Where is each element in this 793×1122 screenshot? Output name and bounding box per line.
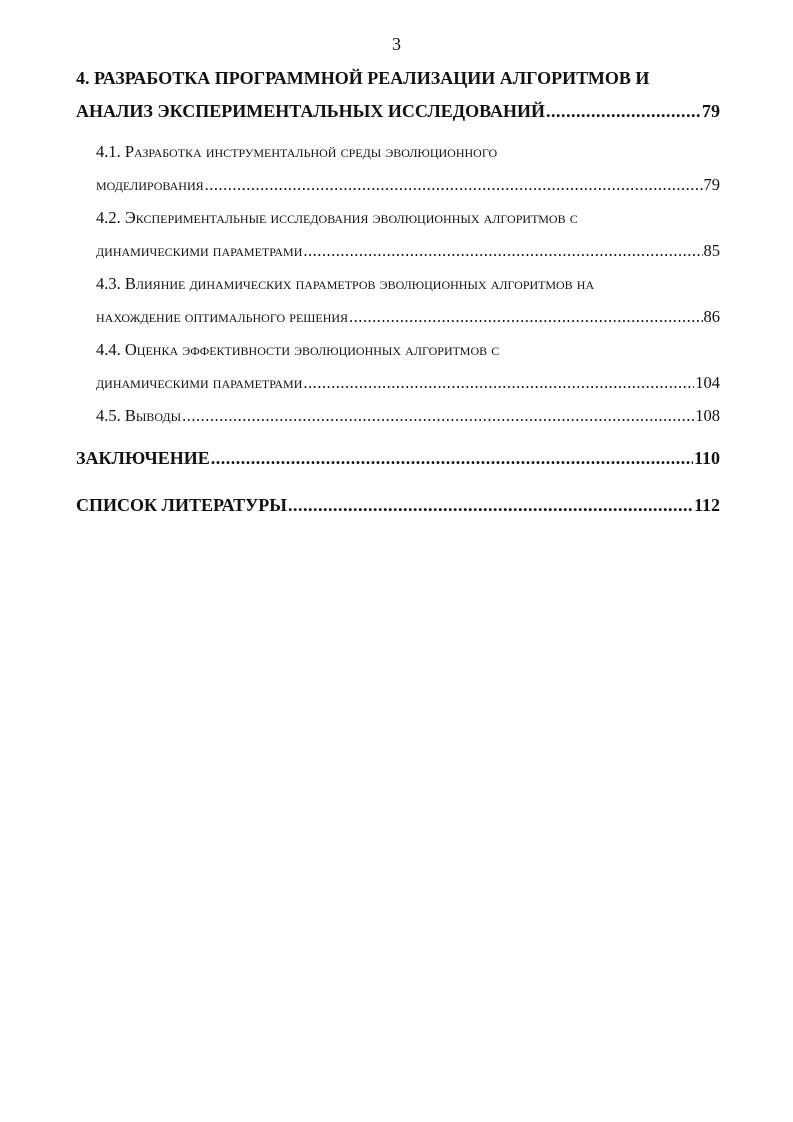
toc-section-4-2-title-cont: динамическими параметрами — [96, 241, 303, 260]
dot-leader — [211, 442, 693, 475]
toc-section-4-1-page: 79 — [703, 175, 720, 194]
page-number: 3 — [392, 34, 401, 54]
toc-section-4-5[interactable] — [76, 399, 720, 432]
toc-section-4-5-title: 4.5. Выводы — [96, 406, 182, 425]
toc-references-line — [76, 489, 720, 522]
toc-chapter-4-line1: 4. РАЗРАБОТКА ПРОГРАММНОЙ РЕАЛИЗАЦИИ АЛГОРИТМОВ И — [76, 68, 650, 88]
dot-leader — [205, 168, 703, 201]
toc-section-4-4-title-cont: динамическими параметрами — [96, 373, 303, 392]
table-of-contents — [76, 62, 720, 522]
toc-section-4-2[interactable] — [76, 201, 720, 267]
dot-leader — [303, 366, 694, 399]
toc-section-4-1-line2 — [96, 168, 720, 201]
toc-chapter-4-line2 — [76, 95, 720, 128]
toc-section-4-2-page: 85 — [703, 241, 720, 260]
toc-section-4-5-line1 — [96, 399, 720, 432]
toc-section-4-1[interactable] — [76, 135, 720, 201]
toc-section-4-2-line2 — [96, 234, 720, 267]
toc-section-4-1-title-cont: моделирования — [96, 175, 204, 194]
toc-section-4-3-line1: 4.3. Влияние динамических параметров эволюционных алгоритмов на — [96, 274, 595, 293]
toc-section-4-4-page: 104 — [695, 373, 720, 392]
toc-chapter-4-page: 79 — [702, 101, 720, 121]
toc-conclusion[interactable] — [76, 442, 720, 475]
dot-leader — [349, 300, 702, 333]
toc-section-4-3-page: 86 — [703, 307, 720, 326]
toc-section-4-3[interactable] — [76, 267, 720, 333]
toc-chapter-4[interactable] — [76, 62, 720, 128]
toc-references-page: 112 — [693, 495, 720, 515]
toc-section-4-3-line2 — [96, 300, 720, 333]
toc-references[interactable] — [76, 489, 720, 522]
dot-leader — [288, 489, 693, 522]
toc-section-4-3-title-cont: нахождение оптимального решения — [96, 307, 349, 326]
toc-section-4-2-line1: 4.2. Экспериментальные исследования эволюционных алгоритмов с — [96, 208, 578, 227]
toc-conclusion-line — [76, 442, 720, 475]
toc-section-4-5-page: 108 — [695, 406, 720, 425]
toc-section-4-4[interactable] — [76, 333, 720, 399]
toc-section-4-1-line1: 4.1. Разработка инструментальной среды эволюционного — [96, 142, 498, 161]
toc-conclusion-page: 110 — [693, 448, 720, 468]
dot-leader — [303, 234, 702, 267]
toc-chapter-4-title-cont: АНАЛИЗ ЭКСПЕРИМЕНТАЛЬНЫХ ИССЛЕДОВАНИЙ — [76, 101, 546, 121]
toc-references-title: СПИСОК ЛИТЕРАТУРЫ — [76, 495, 287, 515]
dot-leader — [546, 95, 701, 128]
toc-section-4-4-line2 — [96, 366, 720, 399]
dot-leader — [182, 399, 694, 432]
toc-section-4-4-line1: 4.4. Оценка эффективности эволюционных алгоритмов с — [96, 340, 500, 359]
toc-conclusion-title: ЗАКЛЮЧЕНИЕ — [76, 448, 210, 468]
